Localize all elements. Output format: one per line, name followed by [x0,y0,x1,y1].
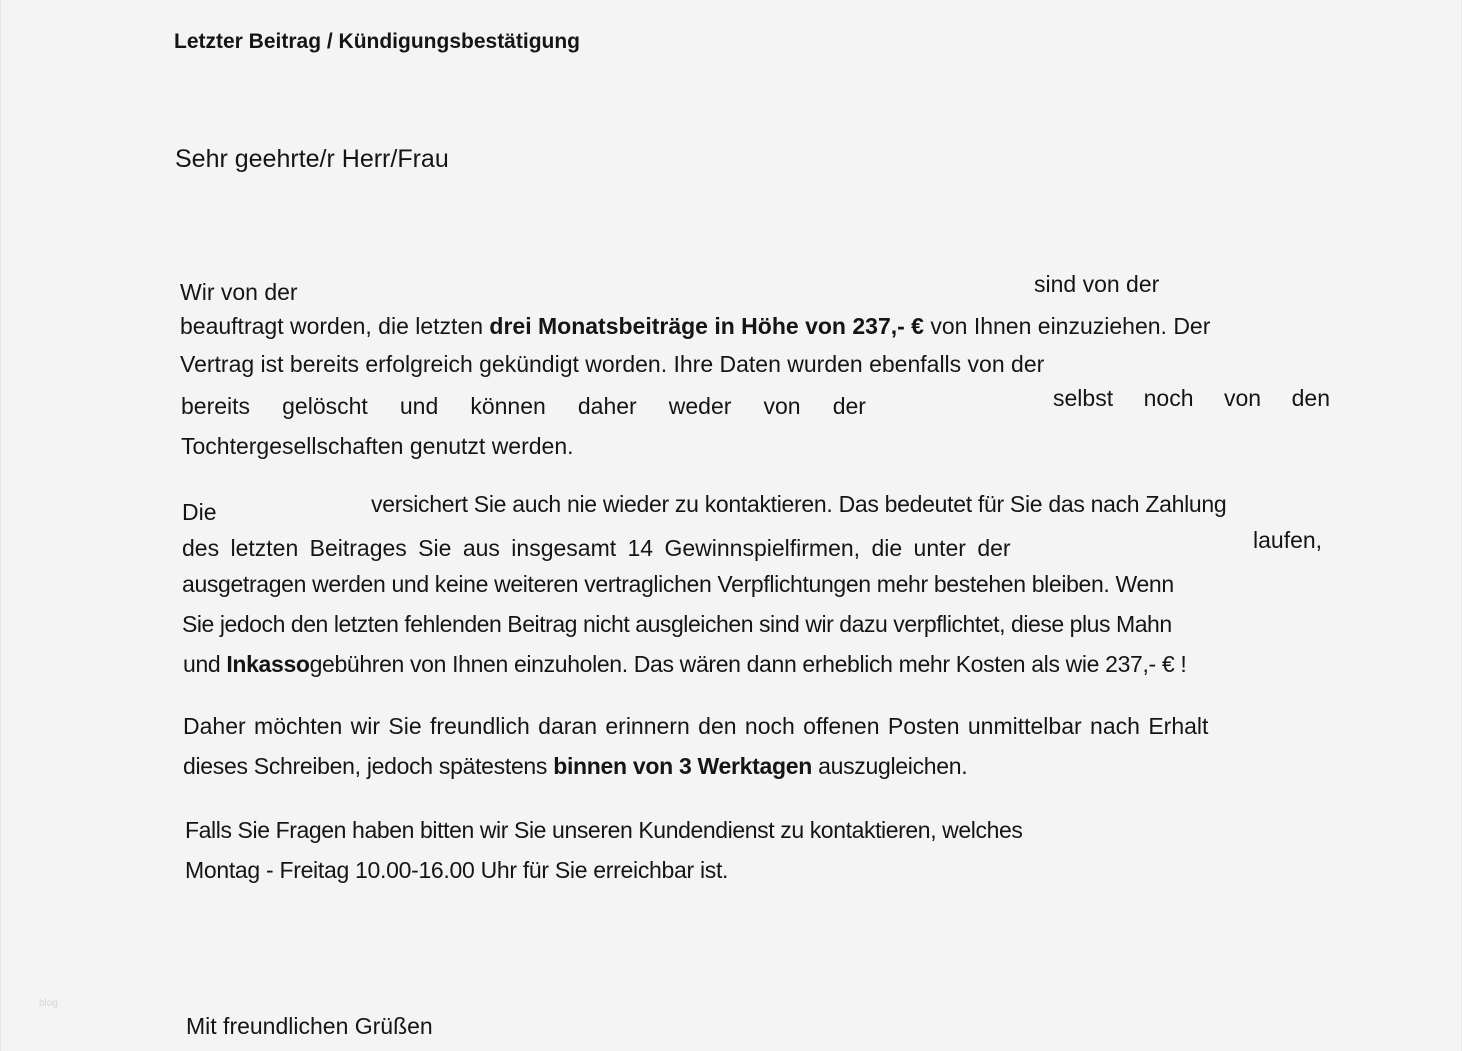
word: selbst [1053,385,1114,411]
p2-line4: Sie jedoch den letzten fehlenden Beitrag nicht ausgleichen sind wir dazu verpflichtet, diese plus Mahn [182,611,1172,637]
p2-line5-pre: und [183,651,227,677]
p2-line3: ausgetragen werden und keine weiteren vertraglichen Verpflichtungen mehr bestehen bleiben. Wenn [182,571,1174,597]
p1-line1-right: sind von der [1034,271,1160,297]
word: weder [668,393,732,419]
word: den [1291,385,1330,411]
letter-title: Letzter Beitrag / Kündigungsbestätigung [174,30,581,53]
word: gelöscht [282,393,368,419]
p3-line1: Daher möchten wir Sie freundlich daran erinnern den noch offenen Posten unmittelbar nach Erhalt [183,713,1209,739]
amount-highlight: drei Monatsbeiträge in Höhe von 237,- € [489,313,924,339]
closing: Mit freundlichen Grüßen [186,1013,433,1039]
p1-line2-pre: beauftragt worden, die letzten [180,313,490,339]
inkasso-highlight: Inkasso [226,651,310,677]
p3-line2 [183,752,967,780]
watermark: blog [39,998,58,1009]
p2-line5-post: gebühren von Ihnen einzuholen. Das wären dann erheblich mehr Kosten als wie 237,- € ! [309,651,1187,677]
p2-line1-right: versichert Sie auch nie wieder zu kontaktieren. Das bedeutet für Sie das nach Zahlung [371,491,1227,517]
p4-line1: Falls Sie Fragen haben bitten wir Sie unseren Kundendienst zu kontaktieren, welches [185,817,1023,843]
p1-line2-post: von Ihnen einzuziehen. Der [923,313,1211,339]
p2-line1-left: Die [182,499,217,525]
p1-line4-right [1053,384,1330,412]
p1-line3: Vertrag ist bereits erfolgreich gekündigt worden. Ihre Daten wurden ebenfalls von der [180,351,1045,377]
p2-line2-right: laufen, [1253,527,1323,553]
word: können [470,393,546,419]
salutation: Sehr geehrte/r Herr/Frau [175,145,449,173]
word: bereits [181,393,251,419]
word: der [832,393,866,419]
p1-line1-left: Wir von der [180,279,298,305]
word: noch [1143,385,1194,411]
p3-line2-pre: dieses Schreiben, jedoch spätestens [183,753,554,779]
word: daher [577,393,637,419]
p2-line2-left: des letzten Beitrages Sie aus insgesamt 14 Gewinnspielfirmen, die unter der [182,535,1011,561]
p1-line4-left [181,392,866,420]
deadline-highlight: binnen von 3 Werktagen [553,753,813,779]
p1-line2 [180,312,1210,340]
word: und [399,393,439,419]
word: von [763,393,801,419]
p1-line5: Tochtergesellschaften genutzt werden. [181,433,574,459]
p4-line2: Montag - Freitag 10.00-16.00 Uhr für Sie erreichbar ist. [185,857,729,883]
word: von [1224,385,1262,411]
p3-line2-post: auszugleichen. [812,753,968,779]
p2-line5 [183,650,1186,678]
